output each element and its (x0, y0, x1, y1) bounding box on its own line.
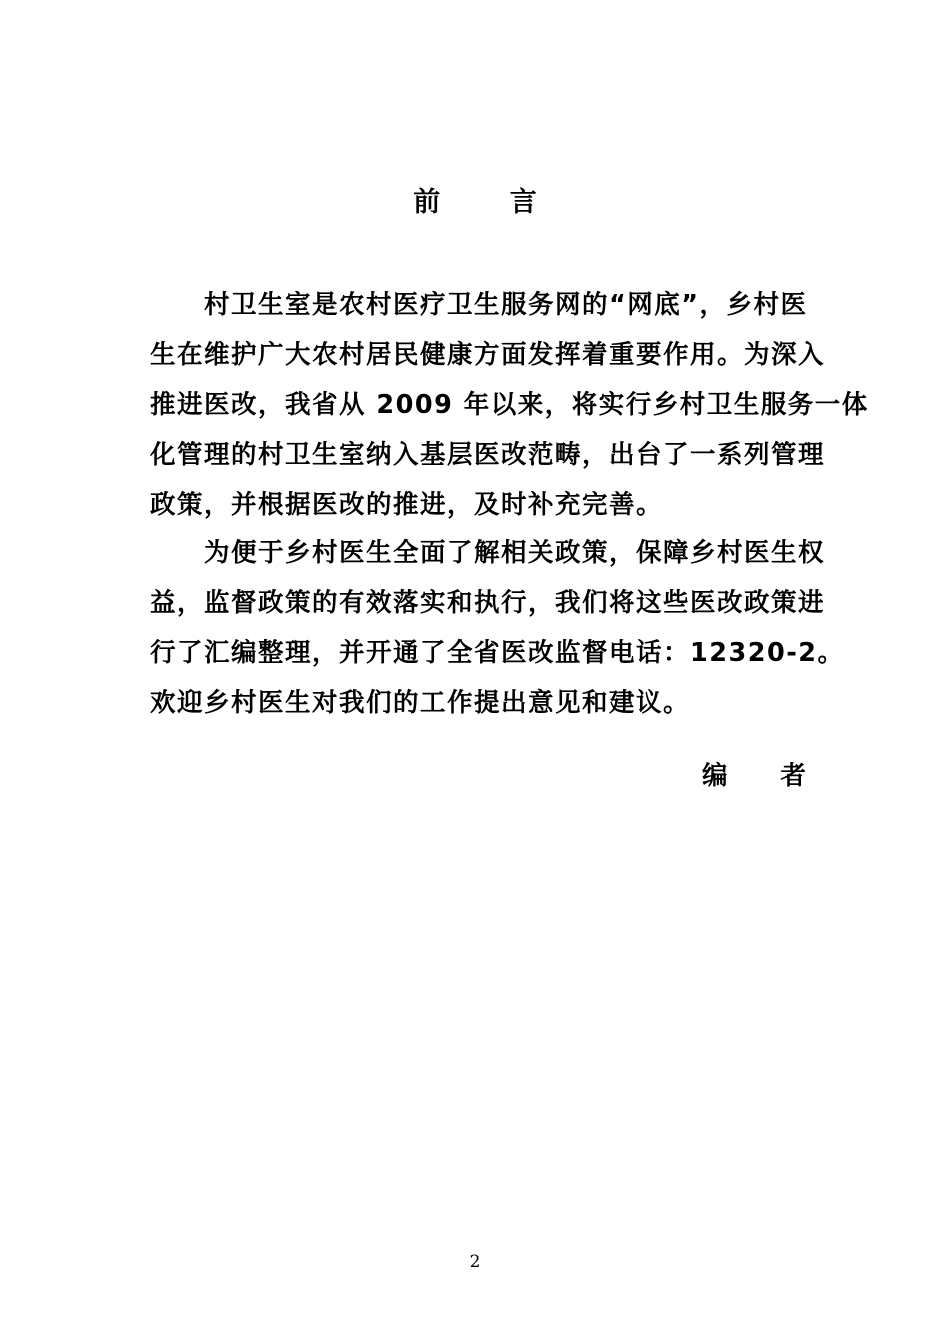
page-number: 2 (469, 1252, 481, 1272)
paragraph-line: 村卫生室是农村医疗卫生服务网的“网底”，乡村医 (150, 290, 808, 320)
paragraph-intro (150, 280, 869, 530)
signature-editor: 编 者 (702, 761, 828, 791)
page-title: 前 言 (413, 187, 567, 218)
paragraph-line: 益，监督政策的有效落实和执行，我们将这些医改政策进 (150, 588, 826, 618)
paragraph-line: 政策，并根据医改的推进，及时补充完善。 (150, 490, 664, 520)
paragraph-purpose (150, 528, 845, 728)
paragraph-line: 为便于乡村医生全面了解相关政策，保障乡村医生权 (150, 538, 826, 568)
paragraph-line: 生在维护广大农村居民健康方面发挥着重要作用。为深入 (150, 340, 826, 370)
paragraph-line: 化管理的村卫生室纳入基层医改范畴，出台了一系列管理 (150, 440, 826, 470)
paragraph-line: 欢迎乡村医生对我们的工作提出意见和建议。 (150, 688, 691, 718)
paragraph-line: 推进医改，我省从 2009 年以来，将实行乡村卫生服务一体 (150, 390, 869, 420)
paragraph-line: 行了汇编整理，并开通了全省医改监督电话：12320-2。 (150, 638, 845, 668)
